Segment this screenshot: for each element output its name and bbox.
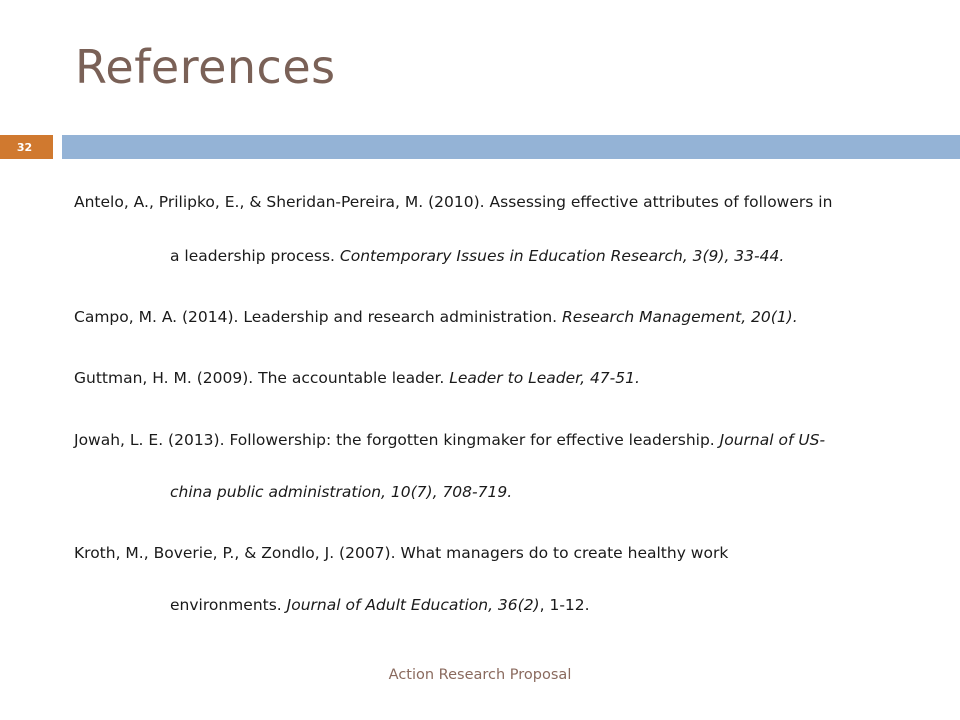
reference-source: china public administration, 10(7), 708-719. — [170, 483, 513, 501]
reference-item — [74, 368, 640, 388]
reference-item — [74, 307, 798, 327]
reference-source: Leader to Leader, 47-51. — [449, 369, 640, 387]
reference-source: Journal of Adult Education, 36(2) — [286, 596, 540, 614]
reference-text: Campo, M. A. (2014). Leadership and research administration. — [74, 308, 563, 326]
reference-text: Guttman, H. M. (2009). The accountable leader. — [74, 369, 450, 387]
header-bar — [62, 135, 960, 159]
reference-item-continuation — [170, 246, 784, 266]
slide-footer: Action Research Proposal — [388, 667, 572, 683]
reference-text: environments. — [170, 596, 287, 614]
reference-source: Contemporary Issues in Education Research, 3(9), 33-44. — [339, 247, 785, 265]
page-number-badge: 32 — [0, 135, 53, 159]
slide-title: References — [75, 40, 336, 94]
reference-source: Journal of US- — [719, 431, 826, 449]
reference-text: Kroth, M., Boverie, P., & Zondlo, J. (2007). What managers do to create healthy work — [74, 544, 729, 562]
reference-source: Research Management, 20(1). — [562, 308, 798, 326]
reference-item — [74, 543, 728, 563]
reference-item — [74, 192, 832, 212]
reference-item-continuation — [170, 482, 512, 502]
reference-text: a leadership process. — [170, 247, 340, 265]
reference-text: Jowah, L. E. (2013). Followership: the forgotten kingmaker for effective leadership. — [74, 431, 720, 449]
reference-item — [74, 430, 825, 450]
reference-item-continuation — [170, 595, 590, 615]
reference-text: Antelo, A., Prilipko, E., & Sheridan-Pereira, M. (2010). Assessing effective attributes of followers in — [74, 193, 833, 211]
reference-pages: , 1-12. — [539, 596, 590, 614]
